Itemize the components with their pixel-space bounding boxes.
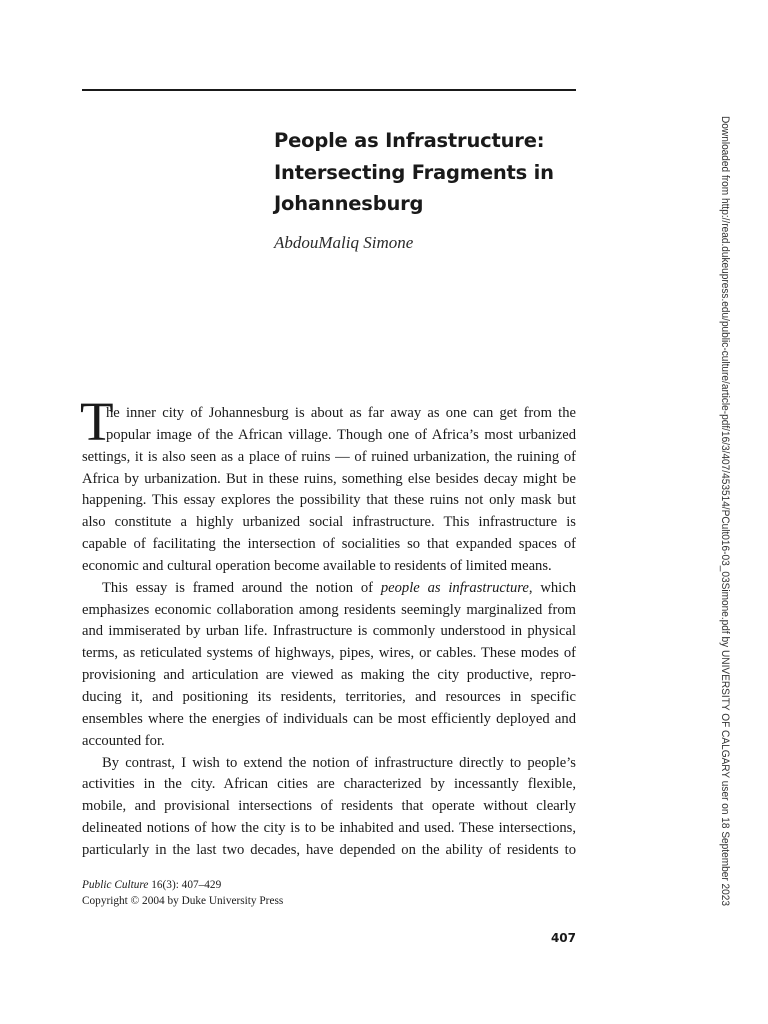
citation-volume: 16(3): 407–429 xyxy=(148,879,222,891)
header-rule xyxy=(82,89,576,91)
body-line: and immiserated by urban life. Infrastructure is commonly understood in physical xyxy=(82,623,576,640)
body-line: ducing it, and positioning its residents, territories, and resources in specific xyxy=(82,688,576,705)
body-text: This essay is framed around the notion of xyxy=(102,579,381,596)
body-line: emphasizes economic collaboration among residents seemingly marginalized from xyxy=(82,601,576,618)
body-line: terms, as reticulated systems of highways, pipes, wires, or cables. These modes of xyxy=(82,645,576,662)
title-line-3: Johannesburg xyxy=(274,192,424,215)
body-line: By contrast, I wish to extend the notion of infrastructure directly to people’s xyxy=(102,754,576,771)
body-line: particularly in the last two decades, have depended on the ability of residents to xyxy=(82,841,576,858)
article-title xyxy=(274,125,574,220)
title-line-1: People as Infrastructure: xyxy=(274,129,545,152)
body-line: capable of facilitating the intersection of socialities so that expanded spaces of xyxy=(82,536,576,553)
journal-name: Public Culture xyxy=(82,879,149,891)
copyright-line: Copyright © 2004 by Duke University Press xyxy=(82,894,284,907)
body-line: settings, it is also seen as a place of ruins — of ruined urbanization, the ruining of xyxy=(82,448,576,465)
body-line: provisioning and articulation are viewed as making the city productive, repro- xyxy=(82,667,576,684)
page-number: 407 xyxy=(550,931,576,945)
body-line: accounted for. xyxy=(82,732,165,749)
body-line: activities in the city. African cities are characterized by incessantly flexible, xyxy=(82,776,576,793)
body-line: also constitute a highly urbanized social infrastructure. This infrastructure is xyxy=(82,514,576,531)
body-line: popular image of the African village. Though one of Africa’s most urbanized xyxy=(106,426,576,443)
body-line: ensembles where the energies of individuals can be most efficiently deployed and xyxy=(82,710,576,727)
citation-footer xyxy=(82,878,283,909)
title-line-2: Intersecting Fragments in xyxy=(274,160,554,184)
article-body xyxy=(82,403,576,862)
body-line: he inner city of Johannesburg is about as far away as one can get from the xyxy=(106,405,576,421)
article-author: AbdouMaliq Simone xyxy=(274,233,414,252)
citation-line xyxy=(82,878,283,894)
download-sidebar-note: Downloaded from http://read.dukeupress.edu/public-culture/article-pdf/16/3/407/453514/PCult016-03_03Simone.pdf by UNIVERSITY OF CALGARY user on 18 September 2023 xyxy=(719,116,731,907)
italic-phrase: people as infrastructure xyxy=(380,579,529,596)
body-line: Africa by urbanization. But in these ruins, something else besides decay might be xyxy=(82,470,576,487)
body-text: , which xyxy=(528,579,577,596)
body-line: economic and cultural operation become available to residents of limited means. xyxy=(82,557,552,574)
body-line: mobile, and provisional intersections of residents that operate without clearly xyxy=(82,798,576,815)
body-line: delineated notions of how the city is to be inhabited and used. These intersections, xyxy=(82,820,576,837)
body-line: happening. This essay explores the possibility that these ruins not only mask but xyxy=(82,492,576,509)
body-line-mixed xyxy=(82,578,576,600)
drop-cap: T xyxy=(80,391,114,452)
